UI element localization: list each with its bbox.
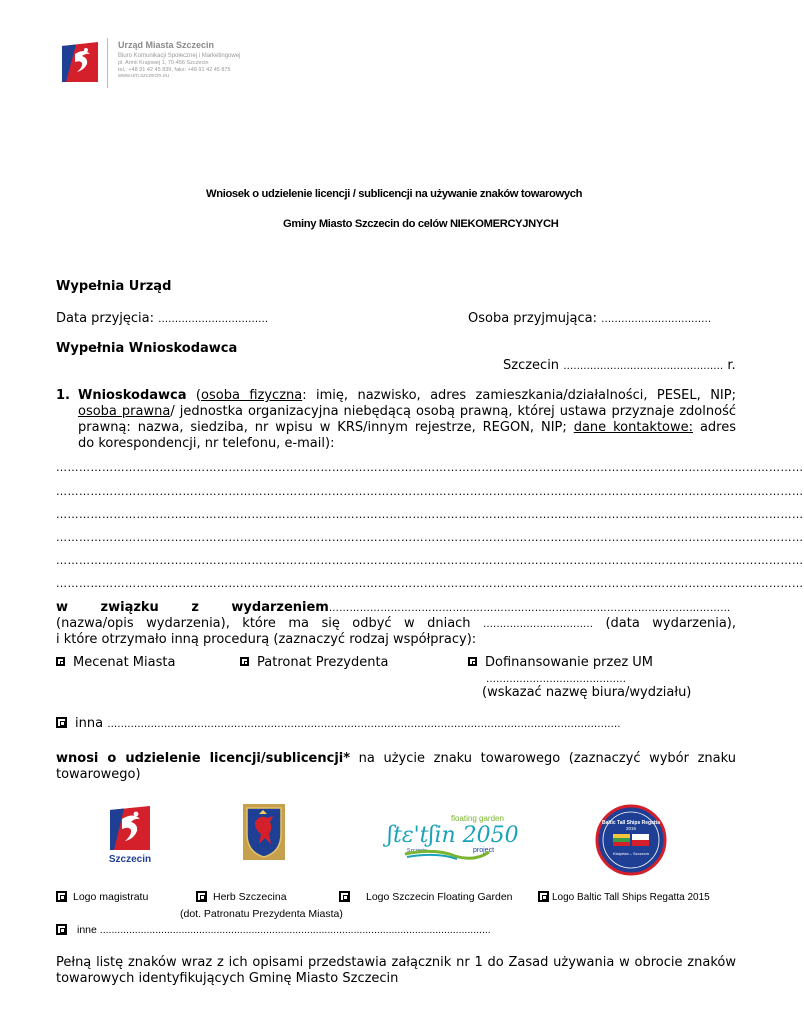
license-request-line-2: towarowego): [56, 767, 141, 782]
logo-baltic-label: Logo Baltic Tall Ships Regatta 2015: [552, 892, 710, 903]
logo-magistrat-image: [106, 804, 154, 868]
header-org-name: Urząd Miasta Szczecin: [118, 40, 215, 50]
patronat-label: Patronat Prezydenta: [257, 655, 389, 670]
option-dofinansowanie[interactable]: [468, 655, 653, 670]
mecenat-label: Mecenat Miasta: [73, 655, 176, 670]
logo-herb-note: (dot. Patronatu Prezydenta Miasta): [180, 908, 343, 920]
header-address: pl. Armii Krajowej 1, 70-456 Szczecin: [118, 59, 209, 66]
logo-inne-label: inne: [77, 924, 97, 936]
contact-data-label: dane kontaktowe:: [573, 420, 694, 435]
footer-note: [56, 955, 736, 987]
option-patronat[interactable]: [240, 655, 389, 670]
logo-magistrat-label: Logo magistratu: [73, 891, 149, 903]
header-web: www.um.szczecin.eu: [118, 73, 170, 80]
inna-label: inna: [75, 716, 104, 731]
header-phone: tel.: +48 91 42 45 839, faks: +48 91 42 45 875: [118, 66, 231, 73]
header-department: Biuro Komunikacji Społecznej i Marketingowej: [118, 52, 241, 59]
dofinansowanie-checkbox[interactable]: [468, 657, 477, 666]
license-request-bold: wnosi o udzielenie licencji/sublicencji*: [56, 751, 351, 766]
item1-text-b: / jednostka organizacyjna niebędącą osobą prawną, której ustawa przyznaje zdolność: [170, 404, 736, 419]
logo-option-baltic[interactable]: [538, 891, 710, 903]
logo-option-inne[interactable]: [56, 924, 491, 936]
natural-person-label: osoba fizyczna: [201, 388, 303, 403]
logo-option-herb[interactable]: [196, 891, 287, 903]
patronat-checkbox[interactable]: [240, 657, 249, 666]
header-block: [118, 40, 240, 80]
baltic-title: Baltic Tall Ships Regatta: [602, 820, 660, 826]
item1-text-c2: adres: [693, 420, 736, 435]
footer-line-2: towarowych identyfikujących Gminę Miasto Szczecin: [56, 971, 399, 986]
received-date-row: [56, 311, 268, 326]
dofinansowanie-hint: (wskazać nazwę biura/wydziału): [482, 685, 692, 700]
event-text-a: (nazwa/opis wydarzenia), które ma się odbyć w dniach: [56, 616, 471, 631]
city-label: Szczecin: [503, 358, 560, 373]
logo-baltic-checkbox[interactable]: [538, 891, 549, 902]
place-date-row: [503, 358, 736, 373]
item1-paragraph: [78, 388, 736, 452]
event-date-field[interactable]: ……………………………: [483, 619, 594, 630]
item1-open-paren: (: [186, 388, 202, 403]
event-line-3: i które otrzymało inną procedurą (zaznaczyć rodzaj współpracy):: [56, 632, 477, 647]
office-section-heading: Wypełnia Urząd: [56, 279, 172, 294]
logo-magistrat-caption: Szczecin: [108, 854, 152, 865]
option-inna[interactable]: [56, 716, 620, 731]
inna-checkbox[interactable]: [56, 717, 67, 728]
form-title-line1: Wniosek o udzielenie licencji / sublicencji na używanie znaków towarowych: [206, 188, 583, 200]
logo-herb-checkbox[interactable]: [196, 891, 207, 902]
logo-option-floating[interactable]: [339, 891, 513, 903]
applicant-fill-line[interactable]: ……………………………………………………………………………………………………………………………………………………………………………: [56, 508, 804, 521]
license-request-text: [56, 751, 736, 783]
item1-text-c: prawną: nazwa, siedziba, nr wpisu w KRS/innym rejestrze, REGON, NIP;: [78, 420, 567, 435]
item1-line-4: do korespondencji, nr telefonu, e-mail):: [78, 436, 335, 451]
herb-image: [243, 804, 285, 860]
applicant-fill-line[interactable]: ……………………………………………………………………………………………………………………………………………………………………………: [56, 554, 804, 567]
floating-garden-wordmark: ʃtɛ'tʃin 2050: [387, 823, 519, 848]
applicant-fill-line[interactable]: ……………………………………………………………………………………………………………………………………………………………………………: [56, 531, 804, 544]
logo-magistrat-checkbox[interactable]: [56, 891, 67, 902]
event-name-field[interactable]: ………………………………………………………………………………………………………: [328, 603, 731, 614]
applicant-label: Wnioskodawca: [78, 388, 187, 403]
receiving-person-field[interactable]: ……………………………: [601, 314, 712, 325]
logo-herb-label: Herb Szczecina: [213, 891, 287, 903]
year-suffix: r.: [727, 358, 736, 373]
baltic-cities: Klaipėda – Szczecin: [612, 851, 650, 856]
dofinansowanie-office-field[interactable]: ……………………………………: [486, 674, 626, 685]
applicant-fill-line[interactable]: ……………………………………………………………………………………………………………………………………………………………………………: [56, 461, 804, 474]
logo-floating-checkbox[interactable]: [339, 891, 350, 902]
dofinansowanie-label: Dofinansowanie przez UM: [485, 655, 654, 670]
item1-number: 1.: [56, 388, 70, 403]
event-text-b: (data wydarzenia),: [605, 616, 736, 631]
event-label: w związku z wydarzeniem: [56, 600, 329, 615]
logo-floating-label: Logo Szczecin Floating Garden: [366, 891, 513, 903]
logo-inne-field[interactable]: ......................................................................................................................................: [99, 924, 491, 936]
baltic-year: 2015: [625, 826, 637, 831]
event-line-2: [56, 616, 736, 633]
item1-line-1: [78, 388, 736, 404]
received-date-field[interactable]: ……………………………: [158, 314, 269, 325]
receiving-person-label: Osoba przyjmująca:: [468, 311, 598, 326]
license-request-rest-a: na użycie znaku towarowego (zaznaczyć wybór znaku: [350, 751, 736, 766]
item1-line-2: [78, 404, 736, 420]
logo-option-magistrat[interactable]: [56, 891, 148, 903]
logo-inne-checkbox[interactable]: [56, 924, 67, 935]
floating-garden-image: [385, 808, 519, 860]
receiving-person-row: [468, 311, 711, 326]
place-date-field[interactable]: …………………………………………: [563, 361, 724, 372]
baltic-regatta-image: [595, 804, 667, 876]
footer-line-1: Pełną listę znaków wraz z ich opisami przedstawia załącznik nr 1 do Zasad używania w obrocie znaków: [56, 955, 736, 970]
form-title-line2: Gminy Miasto Szczecin do celów NIEKOMERCYJNYCH: [283, 218, 559, 230]
applicant-fill-line[interactable]: ……………………………………………………………………………………………………………………………………………………………………………: [56, 485, 804, 498]
floating-garden-tagline: floating garden: [451, 814, 504, 823]
city-logo: [62, 42, 98, 82]
option-mecenat[interactable]: [56, 655, 175, 670]
event-label-row: [56, 600, 738, 615]
license-request-line-1: [56, 751, 736, 767]
floating-garden-sub: project: [473, 847, 495, 854]
received-date-label: Data przyjęcia:: [56, 311, 155, 326]
item1-line-3: [78, 420, 736, 436]
applicant-fill-line[interactable]: ……………………………………………………………………………………………………………………………………………………………………………: [56, 577, 804, 590]
legal-person-label: osoba prawna: [78, 404, 171, 419]
item1-text-a: : imię, nazwisko, adres zamieszkania/działalności, PESEL, NIP;: [302, 388, 736, 403]
inna-field[interactable]: ……………………………………………………………………………………………………………………………………….: [107, 719, 621, 730]
applicant-section-heading: Wypełnia Wnioskodawca: [56, 341, 238, 356]
header-divider: [107, 38, 108, 88]
mecenat-checkbox[interactable]: [56, 657, 65, 666]
floating-garden-city: Szczecin: [407, 848, 428, 854]
